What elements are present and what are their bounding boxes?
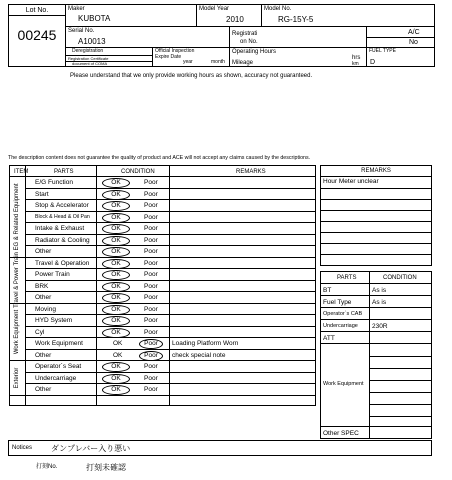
parts-name: ATT — [323, 335, 335, 342]
model-year-value: 2010 — [226, 15, 244, 24]
lot-label: Lot No. — [9, 5, 65, 16]
item-group — [10, 252, 25, 308]
parts-condition: As is — [372, 299, 387, 306]
ok-mark: OK — [102, 293, 130, 303]
part-name: Undercarriage — [35, 374, 77, 382]
maker-value: KUBOTA — [78, 14, 111, 23]
part-name: Intake & Exhaust — [35, 225, 85, 232]
ok-mark: OK — [102, 385, 130, 395]
item-group — [10, 361, 25, 396]
hrs-label: hrs — [352, 55, 361, 61]
poor-mark: Poor — [144, 386, 158, 393]
poor-mark: Poor — [144, 317, 158, 324]
operating-hours-label: Operating Hours — [232, 49, 277, 55]
parts-name: Other SPEC — [323, 430, 359, 437]
table-row — [25, 292, 315, 304]
part-name: Stop & Accelerator — [35, 202, 89, 209]
parts-condition: As is — [372, 287, 387, 294]
ac-value: No — [409, 39, 418, 46]
maker-label: Maker — [68, 6, 85, 12]
official-label-1: Official Inspection — [155, 48, 195, 54]
ok-mark: OK — [102, 362, 130, 372]
hours-note: Please understand that we only provide working hours as shown, accuracy not guaranteed. — [70, 73, 313, 79]
item-group-label: Travel & Power Train — [14, 252, 20, 308]
lot-number: 00245 — [17, 27, 57, 43]
part-name: Other — [35, 386, 52, 393]
poor-mark: Poor — [144, 374, 158, 382]
remark-text: check special note — [172, 351, 226, 359]
parts-condition: 230R — [372, 323, 388, 330]
coma-label: document of COMA — [72, 61, 108, 66]
col-parts: PARTS — [54, 169, 74, 175]
fuel-type-value: D — [370, 59, 376, 66]
parts-name: BT — [323, 287, 332, 294]
part-name: Other — [35, 351, 52, 359]
remarks-text: Hour Meter unclear — [323, 178, 379, 185]
ok-mark: OK — [102, 236, 130, 246]
table-row — [25, 304, 315, 316]
part-name: Other — [35, 294, 52, 301]
poor-mark: Poor — [139, 339, 163, 349]
ok-mark: OK — [102, 224, 130, 234]
year-label: year — [183, 59, 193, 65]
poor-mark: Poor — [144, 202, 158, 209]
registration-label-1: Registrati — [232, 31, 258, 37]
col-condition: CONDITION — [121, 169, 155, 175]
parts-row — [321, 332, 431, 344]
poor-mark: Poor — [144, 305, 158, 313]
part-name: Block & Head & Oil Pan — [35, 213, 90, 220]
part-name: HYD System — [35, 317, 73, 324]
ok-mark: OK — [102, 247, 130, 257]
part-name: Work Equipment — [35, 340, 83, 347]
serial-label: Serial No. — [68, 28, 95, 34]
table-row — [25, 350, 315, 362]
ok-mark: OK — [102, 201, 130, 211]
poor-mark: Poor — [144, 236, 158, 244]
fuel-type-label: FUEL TYPE — [369, 48, 396, 54]
part-name: E/G Function — [35, 179, 73, 186]
parts-col-parts: PARTS — [337, 275, 357, 281]
parts-name: Work Equipment — [323, 381, 364, 387]
ok-mark: OK — [102, 213, 130, 223]
notices-box — [8, 440, 432, 456]
poor-mark: Poor — [144, 190, 158, 198]
poor-mark: Poor — [144, 282, 158, 290]
parts-name: Operator`s CAB — [323, 311, 363, 317]
ok-mark: OK — [102, 316, 130, 326]
part-name: BRK — [35, 282, 49, 290]
col-remarks: REMARKS — [236, 169, 266, 175]
notices-label: Notices — [12, 445, 33, 451]
poor-mark: Poor — [139, 351, 163, 361]
item-group-label: Exterior — [14, 367, 20, 389]
notices-text: ダンプレバー入り悪い — [51, 444, 131, 453]
part-name: Start — [35, 190, 49, 198]
month-label: month — [211, 59, 225, 65]
poor-mark: Poor — [144, 294, 158, 301]
part-name: Radiator & Cooling — [35, 236, 90, 244]
remarks-box — [320, 165, 432, 266]
table-row — [25, 327, 315, 339]
remarks-title: REMARKS — [321, 166, 431, 177]
ok-mark: OK — [102, 374, 130, 384]
part-name: Travel & Operation — [35, 259, 90, 267]
part-name: Cyl — [35, 328, 45, 336]
ok-mark: OK — [102, 282, 130, 292]
table-row — [25, 384, 315, 396]
part-name: Power Train — [35, 271, 70, 278]
inspection-table — [9, 165, 316, 406]
serial-value: A10013 — [78, 37, 106, 46]
table-row — [25, 246, 315, 258]
part-name: Other — [35, 248, 52, 255]
poor-mark: Poor — [144, 213, 158, 221]
model-no-value: RG-15Y-5 — [278, 15, 314, 24]
parts-col-condition: CONDITION — [383, 275, 417, 281]
stamp-text: 打刻未確認 — [86, 463, 126, 472]
part-name: Moving — [35, 305, 56, 313]
table-row — [25, 189, 315, 201]
model-no-label: Model No. — [264, 6, 292, 12]
ok-mark: OK — [113, 340, 123, 347]
inspection-header — [10, 166, 315, 177]
table-row — [25, 281, 315, 293]
reg-cert-label: Registration Certificate — [68, 56, 109, 61]
ok-mark: OK — [102, 328, 130, 338]
poor-mark: Poor — [144, 271, 158, 278]
model-year-label: Model Year — [199, 6, 230, 12]
parts-name: Fuel Type — [323, 299, 352, 306]
poor-mark: Poor — [144, 179, 158, 186]
poor-mark: Poor — [144, 225, 158, 232]
item-group — [10, 177, 25, 258]
disclaimer: The description content does not guarantee the quality of product and ACE will not accept any claims caused by the descriptions. — [8, 155, 311, 161]
remark-text: Loading Platform Worn — [172, 340, 239, 347]
poor-mark: Poor — [144, 363, 158, 370]
mileage-label: Mileage — [232, 60, 254, 66]
parts-name: Undercarriage — [323, 323, 358, 329]
poor-mark: Poor — [144, 328, 158, 336]
col-item: ITEM — [14, 169, 29, 175]
ac-label: A/C — [408, 29, 420, 36]
stamp-label: 打刻No. — [36, 464, 58, 470]
ok-mark: OK — [113, 351, 123, 359]
item-group-label: EG & Related Equipment — [14, 183, 20, 251]
dereg-label: Deregistration — [72, 48, 104, 54]
item-group-label: Work Equipment — [14, 309, 20, 354]
km-label: km — [352, 61, 359, 67]
official-label-2: Expire Date — [155, 54, 182, 60]
poor-mark: Poor — [144, 248, 158, 255]
ok-mark: OK — [102, 270, 130, 280]
ok-mark: OK — [102, 259, 130, 269]
ok-mark: OK — [102, 190, 130, 200]
item-group — [10, 304, 25, 362]
ok-mark: OK — [102, 178, 130, 188]
lot-box — [8, 4, 66, 67]
poor-mark: Poor — [144, 259, 158, 267]
parts-table — [320, 271, 432, 439]
ok-mark: OK — [102, 305, 130, 315]
part-name: Operator`s Seat — [35, 363, 82, 370]
registration-label-2: on No. — [240, 39, 258, 45]
